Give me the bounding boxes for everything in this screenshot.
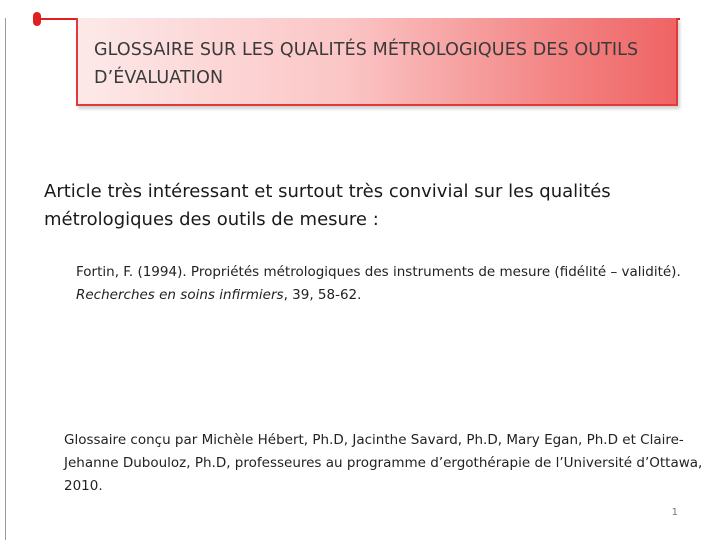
accent-dot — [33, 12, 41, 26]
left-vertical-rule — [5, 18, 6, 540]
reference-authors-title: Fortin, F. (1994). Propriétés métrologiques des instruments de mesure (fidélité – validité). — [76, 264, 681, 280]
reference-volume-pages: , 39, 58-62. — [283, 287, 362, 303]
intro-paragraph: Article très intéressant et surtout très convivial sur les qualités métrologiques des outils de mesure : — [44, 181, 611, 230]
bibliographic-reference — [76, 261, 696, 307]
page-number: 1 — [671, 507, 678, 518]
reference-journal: Recherches en soins infirmiers — [76, 287, 284, 303]
title-banner — [76, 18, 678, 106]
credits-paragraph: Glossaire conçu par Michèle Hébert, Ph.D, Jacinthe Savard, Ph.D, Mary Egan, Ph.D et Claire-Jehanne Dubouloz, Ph.D, professeures au programme d’ergothérapie de l’Université d’Ottawa, 2010. — [64, 432, 703, 494]
slide-title: GLOSSAIRE SUR LES QUALITÉS MÉTROLOGIQUES DES OUTILS D’ÉVALUATION — [94, 40, 639, 88]
